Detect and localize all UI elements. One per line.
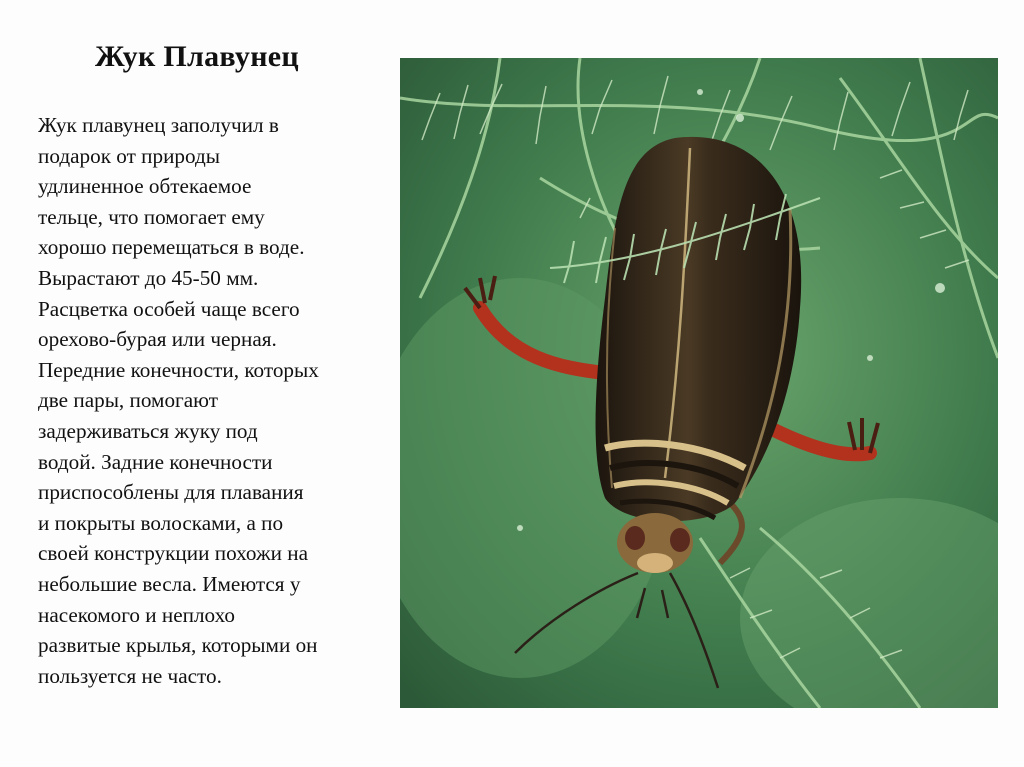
body-line: пользуется не часто. — [38, 663, 222, 688]
body-line: задерживаться жуку под — [38, 418, 258, 443]
body-line: Расцветка особей чаще всего — [38, 296, 300, 321]
body-line: Жук плавунец заполучил в — [38, 113, 279, 137]
body-line: водой. Задние конечности — [38, 449, 273, 474]
body-line: удлиненное обтекаемое — [38, 174, 252, 199]
beetle-illustration — [400, 58, 998, 708]
body-line: хорошо перемещаться в воде. — [38, 235, 305, 260]
beetle-photo — [400, 58, 998, 708]
body-line: подарок от природы — [38, 143, 221, 168]
body-line: приспособлены для плавания — [38, 480, 304, 505]
body-line: своей конструкции похожи на — [38, 541, 309, 566]
slide-title: Жук Плавунец — [95, 40, 299, 73]
body-line: орехово-бурая или черная. — [38, 327, 277, 352]
body-line: небольшие весла. Имеются у — [38, 571, 301, 596]
body-line: и покрыты волосками, а по — [38, 510, 284, 535]
body-line: развитые крылья, которыми он — [38, 633, 318, 658]
body-line: насекомого и неплохо — [38, 602, 236, 627]
body-line: Передние конечности, которых — [38, 357, 319, 382]
body-text — [38, 110, 390, 691]
body-line: Вырастают до 45-50 мм. — [38, 265, 259, 290]
body-line: две пары, помогают — [38, 388, 218, 413]
body-line: тельце, что помогает ему — [38, 204, 265, 229]
